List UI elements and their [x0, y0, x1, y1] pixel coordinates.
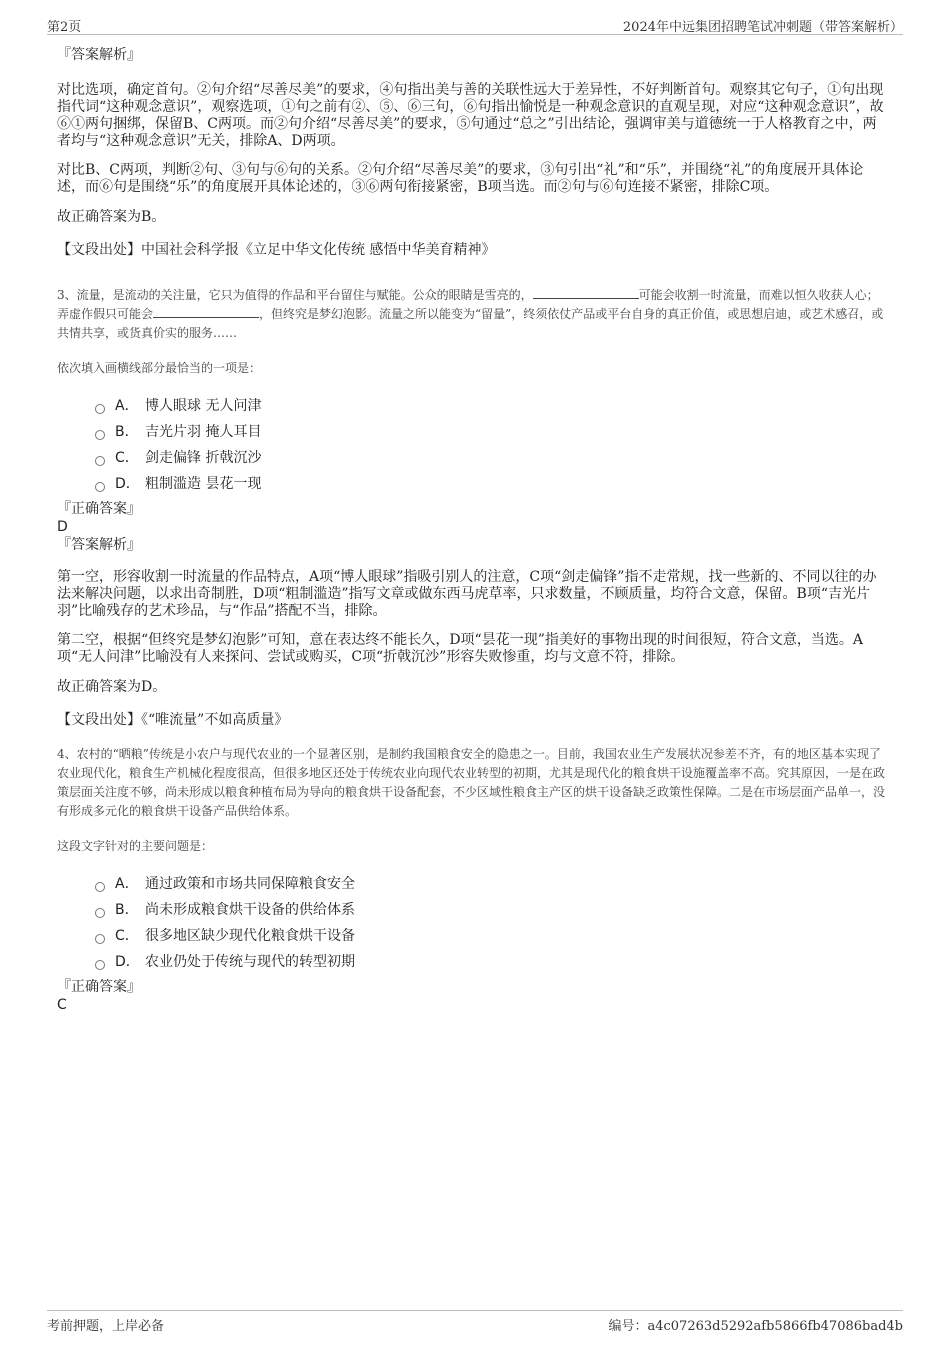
option-label: 通过政策和市场共同保障粮食安全	[145, 876, 355, 892]
q4-question-text: 4、农村的“晒粮”传统是小农户与现代农业的一个显著区别，是制约我国粮食安全的隐患之一。目前，我国农业生产发展状况参差不齐，有的地区基本实现了农业现代化，粮食生产机械化程度很高，但很多地区还处于传统农业向现代农业转型的初期，尤其是现代化的粮食烘干设施覆盖率不高。究其原因，一是在政策层面关注度不够，尚未形成以粮食种植布局为导向的粮食烘干设备配套，不少区域性粮食主产区的烘干设备缺乏政策性保障。二是在市场层面产品单一，没有形成多元化的粮食烘干设备产品供给体系。	[57, 747, 886, 818]
document-code: 编号：a4c07263d5292afb5866fb47086bad4b	[608, 1319, 903, 1334]
q2-analysis-paragraph-2: 对比B、C两项，判断②句、③句与⑥句的关系。②句介绍“尽善尽美”的要求，③句引出“礼”和“乐”，并围绕“礼”的角度展开具体论述，而⑥句是围绕“乐”的角度展开具体论述的，③⑥两句衔接紧密，B项当选。而②句与⑥句连接不紧密，排除C项。	[57, 162, 864, 195]
q3-option-a[interactable]: A． 博人眼球 无人问津	[95, 392, 890, 418]
q3-answer-label: 『正确答案』	[57, 501, 141, 517]
radio-icon[interactable]	[95, 908, 105, 918]
q4-options	[57, 870, 890, 974]
radio-icon[interactable]	[95, 960, 105, 970]
option-label: 尚未形成粮食烘干设备的供给体系	[145, 902, 355, 918]
page-number: 第2页	[47, 20, 82, 35]
q4-answer-label: 『正确答案』	[57, 979, 141, 995]
q2-analysis-paragraph-1: 对比选项，确定首句。②句介绍“尽善尽美”的要求，④句指出美与善的关联性远大于差异性，不好判断首句。观察其它句子，①句出现指代词“这种观念意识”，观察选项，①句之前有②、⑤、⑥三句，⑥句指出愉悦是一种观念意识的直观呈现，对应“这种观念意识”，故⑥①两句捆绑，保留B、C两项。而②句介绍“尽善尽美”的要求，⑤句通过“总之”引出结论，强调审美与道德统一于人格教育之中，两者均与“这种观念意识”无关，排除A、D两项。	[57, 82, 884, 149]
option-label: 很多地区缺少现代化粮食烘干设备	[145, 928, 355, 944]
radio-icon[interactable]	[95, 934, 105, 944]
q3-blank-2	[153, 305, 259, 318]
radio-icon[interactable]	[95, 882, 105, 892]
q3-answer: D	[57, 519, 68, 535]
radio-icon[interactable]	[95, 404, 105, 414]
document-title: 2024年中远集团招聘笔试冲刺题（带答案解析）	[622, 20, 903, 35]
option-label: 吉光片羽 掩人耳目	[145, 424, 262, 440]
q4-option-a[interactable]: A． 通过政策和市场共同保障粮食安全	[95, 870, 890, 896]
option-label: 粗制滥造 昙花一现	[145, 476, 262, 492]
q2-analysis-label: 『答案解析』	[57, 47, 141, 63]
radio-icon[interactable]	[95, 482, 105, 492]
page-footer	[47, 1310, 903, 1333]
q4-answer: C	[57, 997, 67, 1013]
radio-icon[interactable]	[95, 456, 105, 466]
q3-options	[57, 392, 890, 496]
q2-source: 【文段出处】中国社会科学报《立足中华文化传统 感悟中华美育精神》	[57, 242, 496, 258]
q3-question-text: 3、流量，是流动的关注量，它只为值得的作品和平台留住与赋能。公众的眼睛是雪亮的， 可能会收割一时流量，而难以恒久收获人心；弄虚作假只可能会 ，但终究是梦幻泡影。流量之所以能变为“留量”，终须依仗产品或平台自身的真正价值，或思想启迪，或艺术感召，或共情共享，或货真价实的服务……	[57, 288, 884, 340]
q4-option-c[interactable]: C． 很多地区缺少现代化粮食烘干设备	[95, 922, 890, 948]
q4-option-b[interactable]: B． 尚未形成粮食烘干设备的供给体系	[95, 896, 890, 922]
q4-option-d[interactable]: D． 农业仍处于传统与现代的转型初期	[95, 948, 890, 974]
q3-option-b[interactable]: B． 吉光片羽 掩人耳目	[95, 418, 890, 444]
q3-option-c[interactable]: C． 剑走偏锋 折戟沉沙	[95, 444, 890, 470]
q3-source: 【文段出处】《“唯流量”不如高质量》	[57, 712, 289, 728]
q3-analysis-label: 『答案解析』	[57, 537, 141, 553]
page-header	[47, 14, 903, 35]
q2-conclusion: 故正确答案为B。	[57, 209, 166, 225]
radio-icon[interactable]	[95, 430, 105, 440]
option-label: 农业仍处于传统与现代的转型初期	[145, 954, 355, 970]
option-label: 剑走偏锋 折戟沉沙	[145, 450, 262, 466]
q3-conclusion: 故正确答案为D。	[57, 679, 167, 695]
q4-prompt: 这段文字针对的主要问题是：	[57, 839, 214, 853]
q3-prompt: 依次填入画横线部分最恰当的一项是：	[57, 361, 262, 375]
footer-slogan: 考前押题，上岸必备	[47, 1319, 165, 1334]
q3-option-d[interactable]: D． 粗制滥造 昙花一现	[95, 470, 890, 496]
q3-analysis-paragraph-2: 第二空，根据“但终究是梦幻泡影”可知，意在表达终不能长久，D项“昙花一现”指美好的事物出现的时间很短，符合文意，当选。A项“无人问津”比喻没有人来探问、尝试或购买，C项“折戟沉沙”形容失败惨重，均与文意不符，排除。	[57, 632, 863, 665]
q3-analysis-paragraph-1: 第一空，形容收割一时流量的作品特点，A项“博人眼球”指吸引别人的注意，C项“剑走偏锋”指不走常规，找一些新的、不同以往的办法来解决问题，以求出奇制胜，D项“粗制滥造”指写文章或做东西马虎草率，只求数量，不顾质量，均符合文意，保留。B项“吉光片羽”比喻残存的艺术珍品，与“作品”搭配不当，排除。	[57, 569, 877, 619]
q3-blank-1	[533, 286, 639, 299]
option-label: 博人眼球 无人问津	[145, 398, 262, 414]
page-content	[57, 46, 890, 1014]
